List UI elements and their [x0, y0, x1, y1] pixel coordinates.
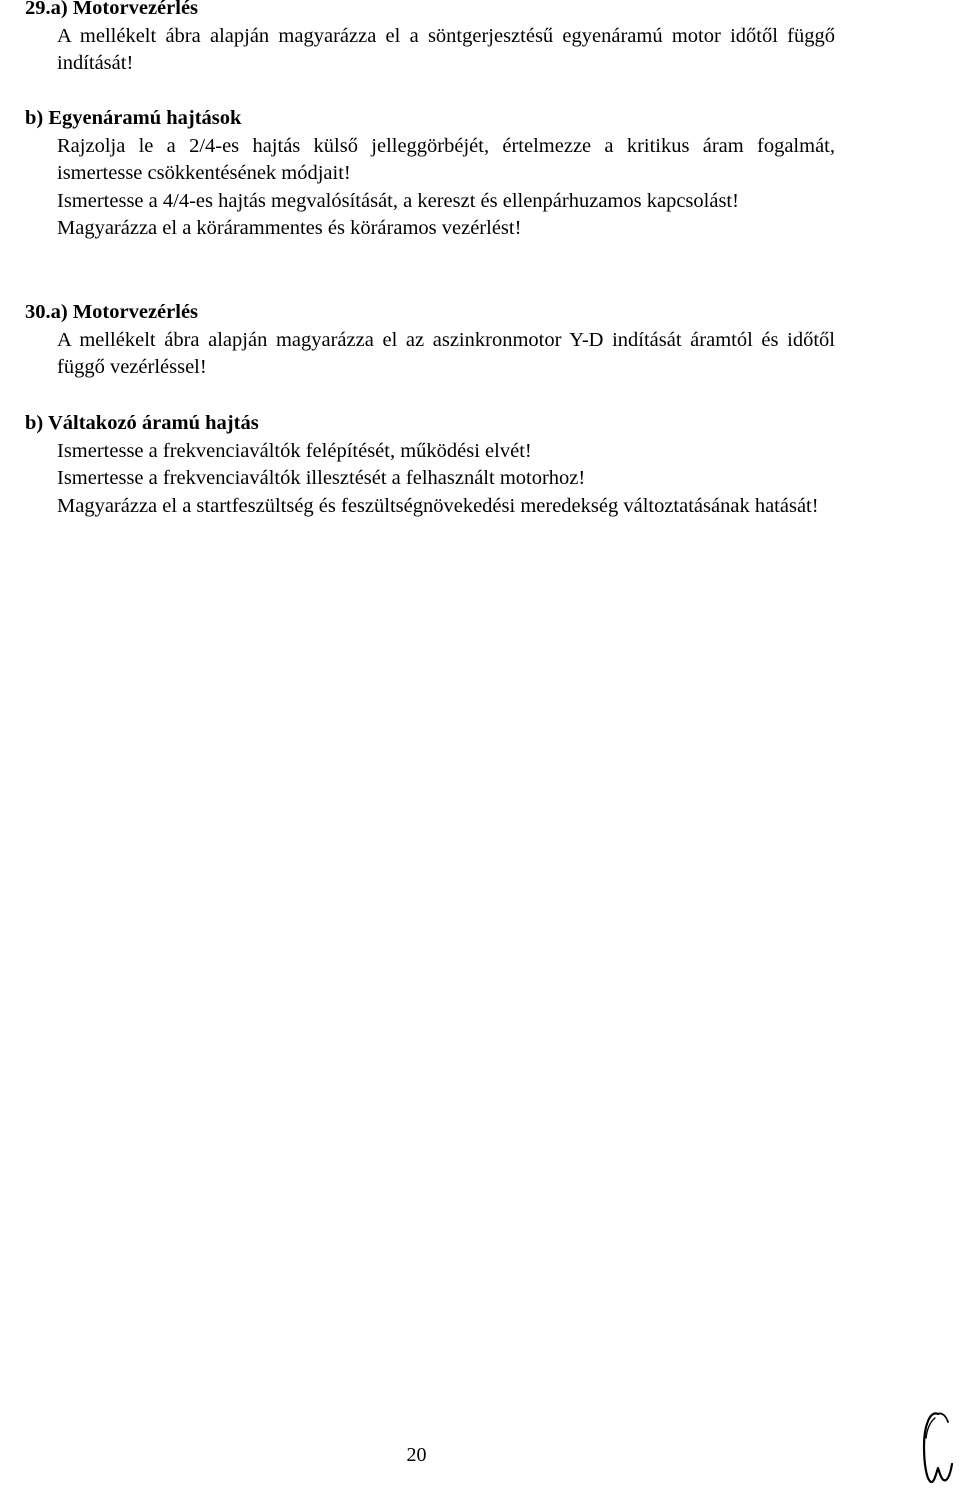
question-29b-body: [57, 133, 835, 243]
question-29b-paragraph-2: Ismertesse a 4/4-es hajtás megvalósítását, a kereszt és ellenpárhuzamos kapcsolást!: [57, 189, 739, 212]
question-30b-paragraph-2: Ismertesse a frekvenciaváltók illesztését a felhasznált motorhoz!: [57, 467, 586, 490]
question-30b-paragraph-3: Magyarázza el a startfeszültség és feszültségnövekedési meredekség változtatásának hatását!: [57, 494, 819, 517]
question-29b-paragraph-3: Magyarázza el a körárammentes és köráramos vezérlést!: [57, 217, 522, 240]
question-30b-paragraph-1: Ismertesse a frekvenciaváltók felépítését, működési elvét!: [57, 439, 532, 462]
question-29a-paragraph-1: A mellékelt ábra alapján magyarázza el a söntgerjesztésű egyenáramú motor időtől függő indítását!: [57, 24, 835, 75]
question-30a-paragraph-1: A mellékelt ábra alapján magyarázza el az aszinkronmotor Y-D indítását áramtól és időtől függő vezérléssel!: [57, 328, 835, 379]
question-29a-heading: 29.a) Motorvezérlés: [25, 0, 199, 19]
page-number: 20: [406, 1444, 427, 1466]
handwritten-signature-icon: [918, 1408, 958, 1488]
question-30b: [25, 410, 835, 520]
question-29b: [25, 105, 835, 243]
question-30a: [25, 299, 835, 382]
question-30b-heading: b) Váltakozó áramú hajtás: [25, 412, 259, 434]
question-30a-heading: 30.a) Motorvezérlés: [25, 301, 199, 323]
question-29b-paragraph-1: Rajzolja le a 2/4-es hajtás külső jelleggörbéjét, értelmezze a kritikus áram fogalmát, ismertesse csökkentésének módjait!: [57, 134, 835, 185]
question-29a: [25, 0, 835, 78]
question-30b-body: [57, 438, 835, 521]
question-29a-body: [57, 23, 835, 78]
question-30a-body: [57, 327, 835, 382]
question-29b-heading: b) Egyenáramú hajtások: [25, 107, 242, 129]
